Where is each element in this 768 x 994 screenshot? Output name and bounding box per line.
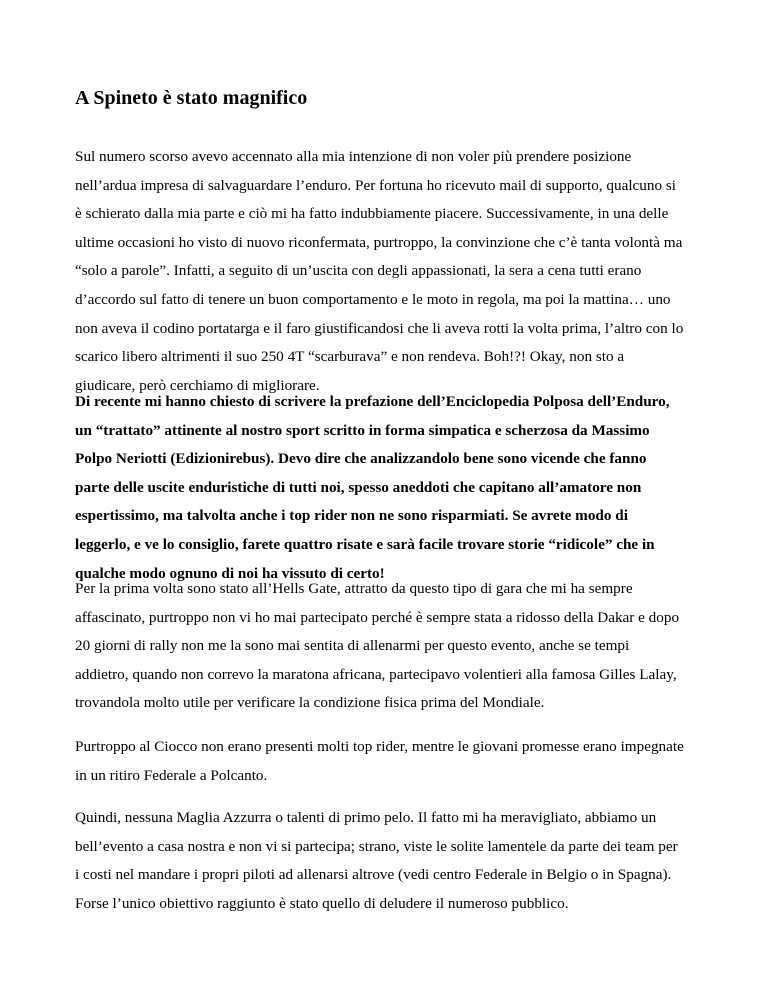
text-line: è schierato dalla mia parte e ciò mi ha fatto indubbiamente piacere. Successivamente, in una delle: [75, 205, 669, 223]
text-line: Polpo Neriotti (Edizionirebus). Devo dire che analizzandolo bene sono vicende che fanno: [75, 450, 647, 468]
text-line: ultime occasioni ho visto di nuovo riconfermata, purtroppo, la convinzione che c’è tanta volontà ma: [75, 233, 683, 251]
text-line: Per la prima volta sono stato all’Hells Gate, attratto da questo tipo di gara che mi ha sempre: [75, 580, 633, 597]
text-line: in un ritiro Federale a Polcanto.: [75, 766, 268, 784]
paragraph-hells-gate: [75, 575, 695, 718]
text-line: Purtroppo al Ciocco non erano presenti molti top rider, mentre le giovani promesse erano impegnate: [75, 738, 684, 755]
text-line: giudicare, però cerchiamo di migliorare.: [75, 376, 320, 394]
text-line: scarico libero altrimenti il suo 250 4T “scarburava” e non rendeva. Boh!?! Okay, non sto a: [75, 348, 625, 366]
text-line: trovandola molto utile per verificare la condizione fisica prima del Mondiale.: [75, 694, 545, 712]
text-line: bell’evento a casa nostra e non vi si partecipa; strano, viste le solite lamentele da parte dei team per: [75, 837, 678, 855]
text-line: nell’ardua impresa di salvaguardare l’enduro. Per fortuna ho ricevuto mail di supporto, qualcuno si: [75, 176, 676, 194]
text-line: espertissimo, ma talvolta anche i top rider non ne sono risparmiati. Se avrete modo di: [75, 507, 628, 525]
text-line: un “trattato” attinente al nostro sport scritto in forma simpatica e scherzosa da Massimo: [75, 421, 650, 439]
paragraph-maglia-azzurra: [75, 804, 695, 918]
paragraph-ciocco: [75, 733, 695, 790]
text-line: Quindi, nessuna Maglia Azzurra o talenti di primo pelo. Il fatto mi ha meravigliato, abbiamo un: [75, 809, 657, 826]
text-line: Di recente mi hanno chiesto di scrivere la prefazione dell’Enciclopedia Polposa dell’Enduro,: [75, 393, 670, 410]
paragraph-intro: [75, 143, 695, 400]
text-line: “solo a parole”. Infatti, a seguito di un’uscita con degli appassionati, la sera a cena tutti erano: [75, 262, 642, 280]
text-line: 20 giorni di rally non me la sono mai sentita di allenarmi per questo evento, anche se tempi: [75, 637, 630, 655]
text-line: i costi nel mandare i propri piloti ad allenarsi altrove (vedi centro Federale in Belgio o in Spagna).: [75, 866, 672, 884]
text-line: leggerlo, e ve lo consiglio, farete quattro risate e sarà facile trovare storie “ridicole” che in: [75, 535, 655, 553]
article-title: A Spineto è stato magnifico: [75, 87, 308, 109]
text-line: addietro, quando non correvo la maratona africana, partecipavo volentieri alla famosa Gilles Lalay,: [75, 665, 677, 683]
text-line: non aveva il codino portatarga e il faro giustificandosi che li aveva rotti la volta prima, l’altro con lo: [75, 319, 684, 337]
text-line: Sul numero scorso avevo accennato alla mia intenzione di non voler più prendere posizione: [75, 148, 632, 165]
paragraph-enciclopedia: [75, 388, 695, 588]
text-line: qualche modo ognuno di noi ha vissuto di certo!: [75, 564, 385, 582]
text-line: parte delle uscite enduristiche di tutti noi, spesso aneddoti che capitano all’amatore non: [75, 478, 642, 496]
text-line: affascinato, purtroppo non vi ho mai partecipato perché è sempre stata a ridosso della Dakar e dopo: [75, 608, 680, 626]
text-line: Forse l’unico obiettivo raggiunto è stato quello di deludere il numeroso pubblico.: [75, 894, 569, 912]
text-line: d’accordo sul fatto di tenere un buon comportamento e le moto in regola, ma poi la mattina… uno: [75, 290, 671, 308]
